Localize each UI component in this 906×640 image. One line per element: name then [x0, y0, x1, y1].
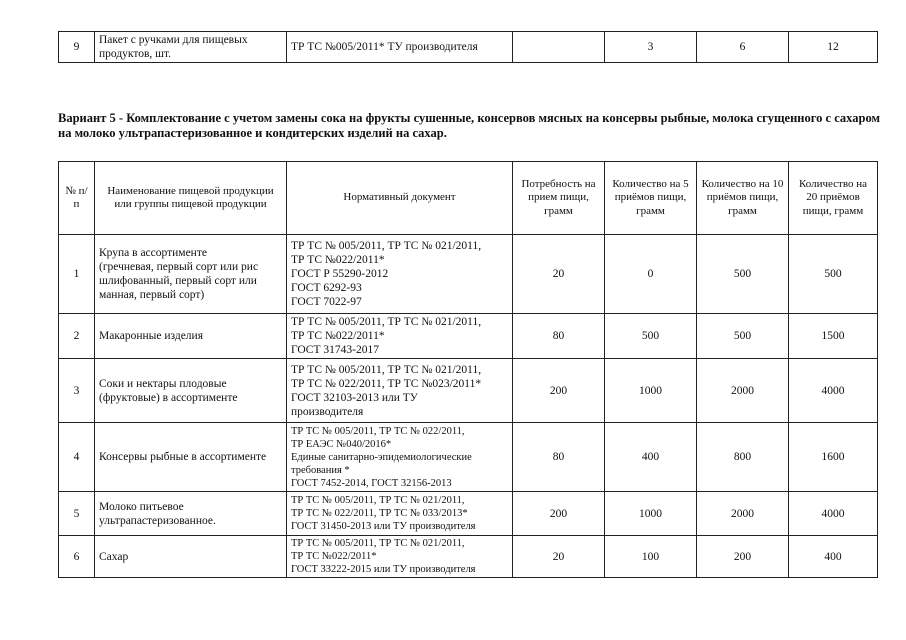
- qty-5-value: 3: [605, 32, 697, 63]
- qty-10-value: 200: [697, 536, 789, 578]
- qty-20-value: 12: [789, 32, 878, 63]
- col-header-qty-10: Количество на 10 приёмов пищи, грамм: [697, 162, 789, 235]
- product-name: Макаронные изделия: [95, 314, 287, 359]
- qty-20-value: 400: [789, 536, 878, 578]
- row-number: 2: [59, 314, 95, 359]
- table-row: [59, 423, 878, 492]
- normative-document: ТР ТС №005/2011* ТУ производителя: [287, 32, 513, 63]
- qty-5-value: 1000: [605, 359, 697, 423]
- product-name: Молоко питьевое ультрапастеризованное.: [95, 492, 287, 536]
- qty-10-value: 500: [697, 314, 789, 359]
- qty-10-value: 2000: [697, 492, 789, 536]
- row-number: 6: [59, 536, 95, 578]
- row-number: 3: [59, 359, 95, 423]
- table-row: [59, 235, 878, 314]
- qty-5-value: 400: [605, 423, 697, 492]
- normative-document: ТР ТС № 005/2011, ТР ТС № 021/2011, ТР ТС №022/2011* ГОСТ 33222-2015 или ТУ производителя: [287, 536, 513, 578]
- qty-10-value: 2000: [697, 359, 789, 423]
- qty-10-value: 800: [697, 423, 789, 492]
- product-name: Консервы рыбные в ассортименте: [95, 423, 287, 492]
- table-row: [59, 492, 878, 536]
- row-number: 1: [59, 235, 95, 314]
- row-number: 5: [59, 492, 95, 536]
- per-meal-value: 80: [513, 423, 605, 492]
- table-row: [59, 536, 878, 578]
- product-name: Сахар: [95, 536, 287, 578]
- per-meal-value: 200: [513, 359, 605, 423]
- row-number: 4: [59, 423, 95, 492]
- col-header-per-meal: Потребность на прием пищи, грамм: [513, 162, 605, 235]
- qty-20-value: 4000: [789, 492, 878, 536]
- table-row: [59, 32, 878, 63]
- qty-10-value: 6: [697, 32, 789, 63]
- table-row: [59, 314, 878, 359]
- top-table: [58, 31, 878, 63]
- qty-20-value: 500: [789, 235, 878, 314]
- product-name: Крупа в ассортименте (гречневая, первый сорт или рис шлифованный, первый сорт или манная, первый сорт): [95, 235, 287, 314]
- normative-document: ТР ТС № 005/2011, ТР ТС № 022/2011, ТР ЕАЭС №040/2016* Единые санитарно-эпидемиологические требования * ГОСТ 7452-2014, ГОСТ 32156-2013: [287, 423, 513, 492]
- product-name: Соки и нектары плодовые (фруктовые) в ассортименте: [95, 359, 287, 423]
- qty-20-value: 4000: [789, 359, 878, 423]
- per-meal-value: 80: [513, 314, 605, 359]
- col-header-qty-5: Количество на 5 приёмов пищи, грамм: [605, 162, 697, 235]
- qty-5-value: 0: [605, 235, 697, 314]
- qty-10-value: 500: [697, 235, 789, 314]
- header-row: [59, 162, 878, 235]
- variant-table: [58, 161, 878, 578]
- per-meal-value: 20: [513, 536, 605, 578]
- qty-5-value: 100: [605, 536, 697, 578]
- qty-5-value: 1000: [605, 492, 697, 536]
- qty-5-value: 500: [605, 314, 697, 359]
- normative-document: ТР ТС № 005/2011, ТР ТС № 021/2011, ТР ТС №022/2011* ГОСТ Р 55290-2012 ГОСТ 6292-93 ГОСТ 7022-97: [287, 235, 513, 314]
- row-number: 9: [59, 32, 95, 63]
- qty-20-value: 1600: [789, 423, 878, 492]
- per-meal-value: 20: [513, 235, 605, 314]
- per-meal-value: 200: [513, 492, 605, 536]
- qty-20-value: 1500: [789, 314, 878, 359]
- col-header-number: № п/п: [59, 162, 95, 235]
- col-header-name: Наименование пищевой продукции или группы пищевой продукции: [95, 162, 287, 235]
- normative-document: ТР ТС № 005/2011, ТР ТС № 021/2011, ТР ТС №022/2011* ГОСТ 31743-2017: [287, 314, 513, 359]
- product-name: Пакет с ручками для пищевых продуктов, шт.: [95, 32, 287, 63]
- col-header-document: Нормативный документ: [287, 162, 513, 235]
- per-meal-value: [513, 32, 605, 63]
- variant-heading: Вариант 5 - Комплектование с учетом замены сока на фрукты сушенные, консервов мясных на консервы рыбные, молока сгущенного с сахаром на молоко ультрапастеризованное и кондитерских изделий на сахар.: [58, 111, 880, 140]
- normative-document: ТР ТС № 005/2011, ТР ТС № 021/2011, ТР ТС № 022/2011, ТР ТС № 033/2013* ГОСТ 31450-2013 или ТУ производителя: [287, 492, 513, 536]
- table-row: [59, 359, 878, 423]
- col-header-qty-20: Количество на 20 приёмов пищи, грамм: [789, 162, 878, 235]
- normative-document: ТР ТС № 005/2011, ТР ТС № 021/2011, ТР ТС № 022/2011, ТР ТС №023/2011* ГОСТ 32103-2013 или ТУ производителя: [287, 359, 513, 423]
